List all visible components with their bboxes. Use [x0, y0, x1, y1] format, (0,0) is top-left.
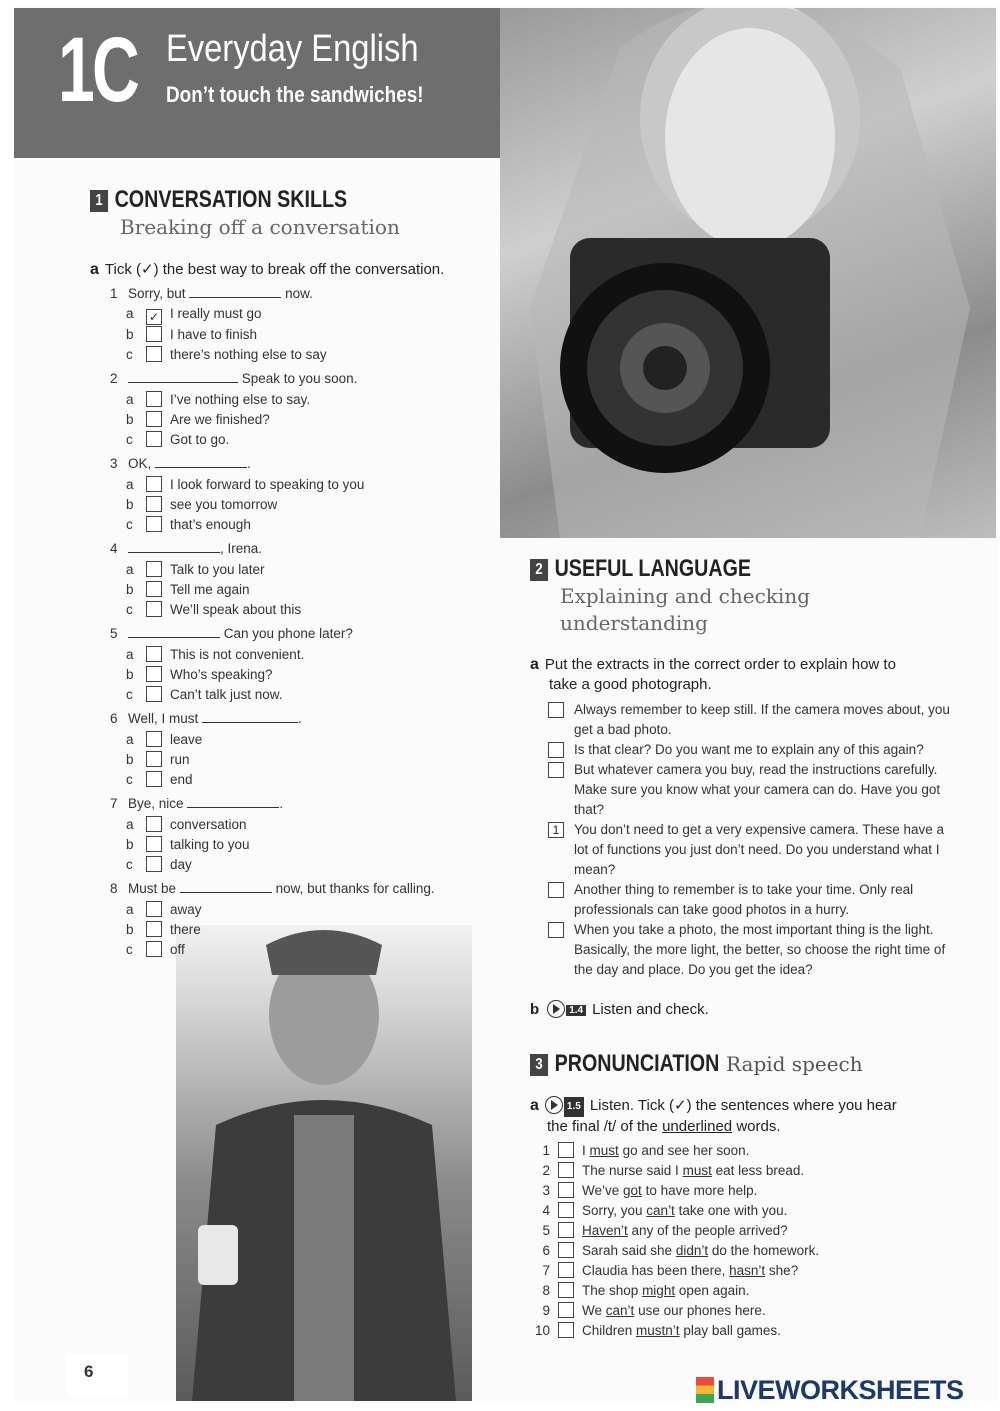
- option-5a: [126, 646, 304, 662]
- sentence-text-after: do the homework.: [711, 1243, 820, 1258]
- extract-order-box[interactable]: [548, 922, 564, 938]
- sentence-text-before: Claudia has been there,: [582, 1263, 726, 1278]
- question-1: [110, 286, 313, 301]
- answer-blank[interactable]: [128, 541, 220, 553]
- sentence-text-before: We’ve: [582, 1183, 620, 1198]
- question-number: 4: [110, 541, 118, 556]
- option-letter: b: [126, 582, 134, 597]
- sentence-8: [530, 1282, 749, 1298]
- option-checkbox[interactable]: [146, 771, 162, 787]
- section1-heading: [90, 186, 347, 214]
- answer-blank[interactable]: [180, 881, 272, 893]
- option-text: I’ve nothing else to say.: [170, 392, 311, 407]
- section2-title: USEFUL LANGUAGE: [554, 555, 752, 582]
- sentence-underlined-word: must: [589, 1143, 619, 1158]
- section2-heading: [530, 555, 751, 583]
- sentence-6: [530, 1242, 819, 1258]
- answer-blank[interactable]: [202, 711, 298, 723]
- option-text: run: [170, 752, 190, 767]
- option-checkbox[interactable]: [146, 516, 162, 532]
- sentence-checkbox[interactable]: [558, 1142, 574, 1158]
- option-checkbox[interactable]: [146, 856, 162, 872]
- question-text-after: .: [247, 456, 251, 471]
- sentence-number: 6: [542, 1243, 550, 1258]
- option-checkbox[interactable]: [146, 581, 162, 597]
- logo-text: LIVEWORKSHEETS: [717, 1375, 964, 1405]
- sentence-9: [530, 1302, 766, 1318]
- option-text: talking to you: [170, 837, 250, 852]
- option-3c: [126, 516, 251, 532]
- option-letter: b: [126, 327, 134, 342]
- option-checkbox[interactable]: [146, 411, 162, 427]
- option-4b: [126, 581, 250, 597]
- sentence-underlined-word: might: [642, 1283, 676, 1298]
- option-text: conversation: [170, 817, 247, 832]
- sentence-number: 5: [542, 1223, 550, 1238]
- option-letter: c: [126, 942, 133, 957]
- sentence-text-before: Children: [582, 1323, 633, 1338]
- sentence-text-after: take one with you.: [678, 1203, 788, 1218]
- sentence-number: 2: [542, 1163, 550, 1178]
- extract-5: [574, 880, 954, 920]
- sentence-checkbox[interactable]: [558, 1242, 574, 1258]
- sentence-checkbox[interactable]: [558, 1282, 574, 1298]
- question-text-before: Bye, nice: [128, 796, 184, 811]
- sentence-number: 3: [542, 1183, 550, 1198]
- option-checkbox[interactable]: [146, 836, 162, 852]
- extract-1: [574, 700, 954, 740]
- sentence-1: [530, 1142, 749, 1158]
- sentence-7: [530, 1262, 798, 1278]
- instruction-text-line1: Put the extracts in the correct order to explain how to: [544, 656, 896, 673]
- option-checkbox[interactable]: [146, 941, 162, 957]
- question-2: [110, 371, 357, 386]
- option-text: away: [170, 902, 202, 917]
- extract-text: Is that clear? Do you want me to explain any of this again?: [574, 742, 924, 757]
- extract-order-box[interactable]: 1: [548, 822, 564, 838]
- sentence-underlined-word: Haven’t: [582, 1223, 628, 1238]
- option-3b: [126, 496, 277, 512]
- question-number: 1: [110, 286, 118, 301]
- option-checkbox[interactable]: [146, 326, 162, 342]
- liveworksheets-logo: [696, 1375, 964, 1406]
- extract-text: When you take a photo, the most important thing is the light. Basically, the more light, the better, so choose the right time of the day and place. Do you get the idea?: [574, 922, 946, 977]
- option-text: Talk to you later: [170, 562, 265, 577]
- listen-text: Listen and check.: [592, 1001, 709, 1018]
- option-checkbox[interactable]: [146, 391, 162, 407]
- answer-blank[interactable]: [155, 456, 247, 468]
- option-text: We’ll speak about this: [170, 602, 302, 617]
- question-text-after: now, but thanks for calling.: [275, 881, 435, 896]
- option-7c: [126, 856, 192, 872]
- instruction-letter: a: [530, 1097, 539, 1114]
- option-letter: b: [126, 412, 134, 427]
- option-text: day: [170, 857, 192, 872]
- extract-order-box[interactable]: [548, 882, 564, 898]
- sentence-underlined-word: can’t: [605, 1303, 635, 1318]
- option-checkbox[interactable]: [146, 646, 162, 662]
- sentence-text-after: she?: [768, 1263, 799, 1278]
- option-checkbox[interactable]: [146, 346, 162, 362]
- extract-text: Another thing to remember is to take your time. Only real professionals can take good photos in a hurry.: [574, 882, 914, 917]
- extract-text: Always remember to keep still. If the camera moves about, you get a bad photo.: [574, 702, 950, 737]
- section2-listen: [530, 1000, 709, 1018]
- section1-subtitle: Breaking off a conversation: [120, 215, 400, 239]
- option-7b: [126, 836, 250, 852]
- sentence-number: 1: [542, 1143, 550, 1158]
- sentence-number: 10: [534, 1323, 550, 1338]
- sentence-text-before: Sarah said she: [582, 1243, 673, 1258]
- option-checkbox[interactable]: [146, 666, 162, 682]
- unit-code: 1C: [58, 19, 137, 121]
- instruction-underlined-word: underlined: [662, 1118, 733, 1135]
- option-checkbox[interactable]: [146, 921, 162, 937]
- extract-order-box[interactable]: [548, 702, 564, 718]
- option-2b: [126, 411, 270, 427]
- instruction-text-line1: Listen. Tick (✓) the sentences where you hear: [589, 1097, 897, 1114]
- sentence-text-before: The shop: [582, 1283, 639, 1298]
- question-5: [110, 626, 353, 641]
- option-5c: [126, 686, 283, 702]
- option-checkbox[interactable]: ✓: [146, 309, 162, 325]
- extract-2: [574, 740, 954, 760]
- sentence-number: 7: [542, 1263, 550, 1278]
- sentence-text-before: I: [582, 1143, 586, 1158]
- extract-3: [574, 760, 954, 820]
- option-letter: c: [126, 857, 133, 872]
- option-checkbox[interactable]: [146, 431, 162, 447]
- option-7a: [126, 816, 247, 832]
- section1-title: CONVERSATION SKILLS: [114, 186, 348, 213]
- question-8: [110, 881, 435, 896]
- question-text-before: Sorry, but: [128, 286, 186, 301]
- option-text: Are we finished?: [170, 412, 270, 427]
- question-number: 5: [110, 626, 118, 641]
- option-text: Can’t talk just now.: [170, 687, 283, 702]
- extract-order-box[interactable]: [548, 762, 564, 778]
- sentence-3: [530, 1182, 757, 1198]
- question-text-after: .: [279, 796, 284, 811]
- sentence-checkbox[interactable]: [558, 1202, 574, 1218]
- option-text: off: [170, 942, 185, 957]
- sentence-number: 9: [542, 1303, 550, 1318]
- question-6: [110, 711, 302, 726]
- option-8c: [126, 941, 185, 957]
- option-2c: [126, 431, 229, 447]
- option-text: Got to go.: [170, 432, 230, 447]
- logo-icon: [696, 1377, 714, 1403]
- sentence-number: 4: [542, 1203, 550, 1218]
- page-number-box: [66, 1354, 128, 1396]
- section3-number: 3: [530, 1054, 548, 1076]
- section3-instruction: [530, 1096, 897, 1137]
- sentence-underlined-word: must: [682, 1163, 712, 1178]
- sentence-4: [530, 1202, 787, 1218]
- answer-blank[interactable]: [187, 796, 279, 808]
- option-text: I really must go: [170, 306, 262, 321]
- option-4c: [126, 601, 301, 617]
- sentence-number: 8: [542, 1283, 550, 1298]
- option-letter: a: [126, 732, 134, 747]
- question-number: 8: [110, 881, 118, 896]
- option-letter: a: [126, 477, 134, 492]
- option-text: I look forward to speaking to you: [170, 477, 365, 492]
- sentence-text-after: go and see her soon.: [622, 1143, 750, 1158]
- sentence-underlined-word: didn’t: [675, 1243, 709, 1258]
- option-4a: [126, 561, 265, 577]
- option-letter: a: [126, 562, 134, 577]
- section1-instruction: [90, 260, 444, 279]
- option-text: leave: [170, 732, 203, 747]
- sentence-text-after: any of the people arrived?: [631, 1223, 788, 1238]
- answer-blank[interactable]: [128, 371, 238, 383]
- question-number: 3: [110, 456, 118, 471]
- question-text-after: .: [298, 711, 302, 726]
- option-checkbox[interactable]: [146, 561, 162, 577]
- option-letter: b: [126, 667, 134, 682]
- option-text: that’s enough: [170, 517, 251, 532]
- sentence-10: [530, 1322, 781, 1338]
- option-6b: [126, 751, 190, 767]
- option-text: Tell me again: [170, 582, 250, 597]
- instruction-text-line2b: words.: [736, 1118, 781, 1135]
- option-1a: [126, 306, 262, 325]
- man-illustration: [176, 925, 472, 1401]
- option-letter: c: [126, 602, 133, 617]
- question-number: 6: [110, 711, 118, 726]
- option-text: there: [170, 922, 201, 937]
- question-text-after: now.: [285, 286, 313, 301]
- sentence-checkbox[interactable]: [558, 1162, 574, 1178]
- unit-title: Everyday English: [166, 28, 419, 70]
- sentence-5: [530, 1222, 788, 1238]
- option-1b: [126, 326, 257, 342]
- option-letter: b: [126, 922, 134, 937]
- sentence-text-before: We: [582, 1303, 603, 1318]
- option-letter: c: [126, 517, 133, 532]
- section3-heading: [530, 1050, 719, 1078]
- option-letter: a: [126, 647, 134, 662]
- instruction-letter: a: [90, 261, 99, 278]
- option-letter: c: [126, 772, 133, 787]
- option-letter: c: [126, 432, 133, 447]
- sentence-text-after: play ball games.: [683, 1323, 781, 1338]
- section2-subtitle-line1: Explaining and checking: [560, 584, 810, 608]
- unit-subtitle: Don’t touch the sandwiches!: [166, 82, 424, 107]
- camera-illustration: [500, 8, 996, 538]
- sentence-underlined-word: can’t: [646, 1203, 675, 1218]
- section3-subtitle: Rapid speech: [726, 1052, 863, 1076]
- option-checkbox[interactable]: [146, 731, 162, 747]
- question-text-after: Speak to you soon.: [241, 371, 358, 386]
- question-text-after: , Irena.: [220, 541, 263, 556]
- option-checkbox[interactable]: [146, 751, 162, 767]
- section2-subtitle: [560, 583, 810, 637]
- sentence-2: [530, 1162, 804, 1178]
- option-text: see you tomorrow: [170, 497, 278, 512]
- option-text: there’s nothing else to say: [170, 347, 327, 362]
- option-checkbox[interactable]: [146, 816, 162, 832]
- option-8a: [126, 901, 202, 917]
- option-checkbox[interactable]: [146, 476, 162, 492]
- audio-track-number: 1.5: [564, 1097, 584, 1117]
- question-text-before: OK,: [128, 456, 152, 471]
- option-text: end: [170, 772, 193, 787]
- extract-4: [552, 820, 954, 880]
- option-letter: a: [126, 817, 134, 832]
- extract-6: [574, 920, 954, 980]
- option-text: I have to finish: [170, 327, 258, 342]
- option-1c: [126, 346, 327, 362]
- sentence-text-after: eat less bread.: [715, 1163, 805, 1178]
- sentence-underlined-word: mustn’t: [636, 1323, 680, 1338]
- option-letter: b: [126, 497, 134, 512]
- option-3a: [126, 476, 364, 492]
- photo-man-on-phone: [176, 925, 472, 1401]
- question-number: 7: [110, 796, 118, 811]
- sentence-checkbox[interactable]: [558, 1302, 574, 1318]
- option-6a: [126, 731, 202, 747]
- section2-subtitle-line2: understanding: [560, 611, 708, 635]
- sentence-text-after: open again.: [678, 1283, 750, 1298]
- question-3: [110, 456, 251, 471]
- sentence-text-before: Sorry, you: [582, 1203, 643, 1218]
- option-letter: a: [126, 902, 134, 917]
- sentence-underlined-word: got: [623, 1183, 642, 1198]
- instruction-text-line2: take a good photograph.: [549, 676, 712, 693]
- question-text-before: Well, I must: [128, 711, 199, 726]
- listen-letter: b: [530, 1001, 540, 1018]
- audio-track-number: 1.4: [566, 1005, 586, 1016]
- question-text-before: Must be: [128, 881, 177, 896]
- extract-order-box[interactable]: [548, 742, 564, 758]
- option-checkbox[interactable]: [146, 601, 162, 617]
- instruction-letter: a: [530, 656, 539, 673]
- extract-text: You don’t need to get a very expensive camera. These have a lot of functions you just don’t need. Do you understand what I mean?: [574, 822, 944, 877]
- option-checkbox[interactable]: [146, 496, 162, 512]
- sentence-text-after: use our phones here.: [638, 1303, 766, 1318]
- audio-play-icon[interactable]: [547, 1000, 565, 1018]
- option-checkbox[interactable]: [146, 686, 162, 702]
- sentence-checkbox[interactable]: [558, 1262, 574, 1278]
- option-letter: c: [126, 347, 133, 362]
- audio-play-icon[interactable]: [545, 1096, 563, 1114]
- option-2a: [126, 391, 310, 407]
- section1-number: 1: [90, 190, 108, 212]
- sentence-checkbox[interactable]: [558, 1182, 574, 1198]
- option-letter: b: [126, 837, 134, 852]
- instruction-text-line2a: the final /t/ of the: [547, 1118, 658, 1135]
- page-number: 6: [84, 1362, 94, 1381]
- question-4: [110, 541, 262, 556]
- section2-number: 2: [530, 559, 548, 581]
- sentence-text-after: to have more help.: [645, 1183, 758, 1198]
- question-number: 2: [110, 371, 118, 386]
- instruction-text: Tick (✓) the best way to break off the conversation.: [104, 261, 445, 278]
- option-5b: [126, 666, 273, 682]
- option-letter: a: [126, 392, 134, 407]
- answer-blank[interactable]: [128, 626, 220, 638]
- sentence-underlined-word: hasn’t: [729, 1263, 766, 1278]
- answer-blank[interactable]: [189, 286, 281, 298]
- sentence-checkbox[interactable]: [558, 1222, 574, 1238]
- option-8b: [126, 921, 201, 937]
- section3-title: PRONUNCIATION: [554, 1050, 720, 1077]
- option-letter: b: [126, 752, 134, 767]
- option-6c: [126, 771, 193, 787]
- option-text: This is not convenient.: [170, 647, 305, 662]
- section2-instruction: [530, 655, 896, 695]
- sentence-text-before: The nurse said I: [582, 1163, 679, 1178]
- extract-text: But whatever camera you buy, read the instructions carefully. Make sure you know what your camera can do. Have you got that?: [574, 762, 941, 817]
- sentence-checkbox[interactable]: [558, 1322, 574, 1338]
- option-letter: c: [126, 687, 133, 702]
- option-text: Who’s speaking?: [170, 667, 273, 682]
- question-7: [110, 796, 283, 811]
- option-letter: a: [126, 306, 134, 321]
- photo-woman-with-camera: [500, 8, 996, 538]
- question-text-after: Can you phone later?: [223, 626, 353, 641]
- option-checkbox[interactable]: [146, 901, 162, 917]
